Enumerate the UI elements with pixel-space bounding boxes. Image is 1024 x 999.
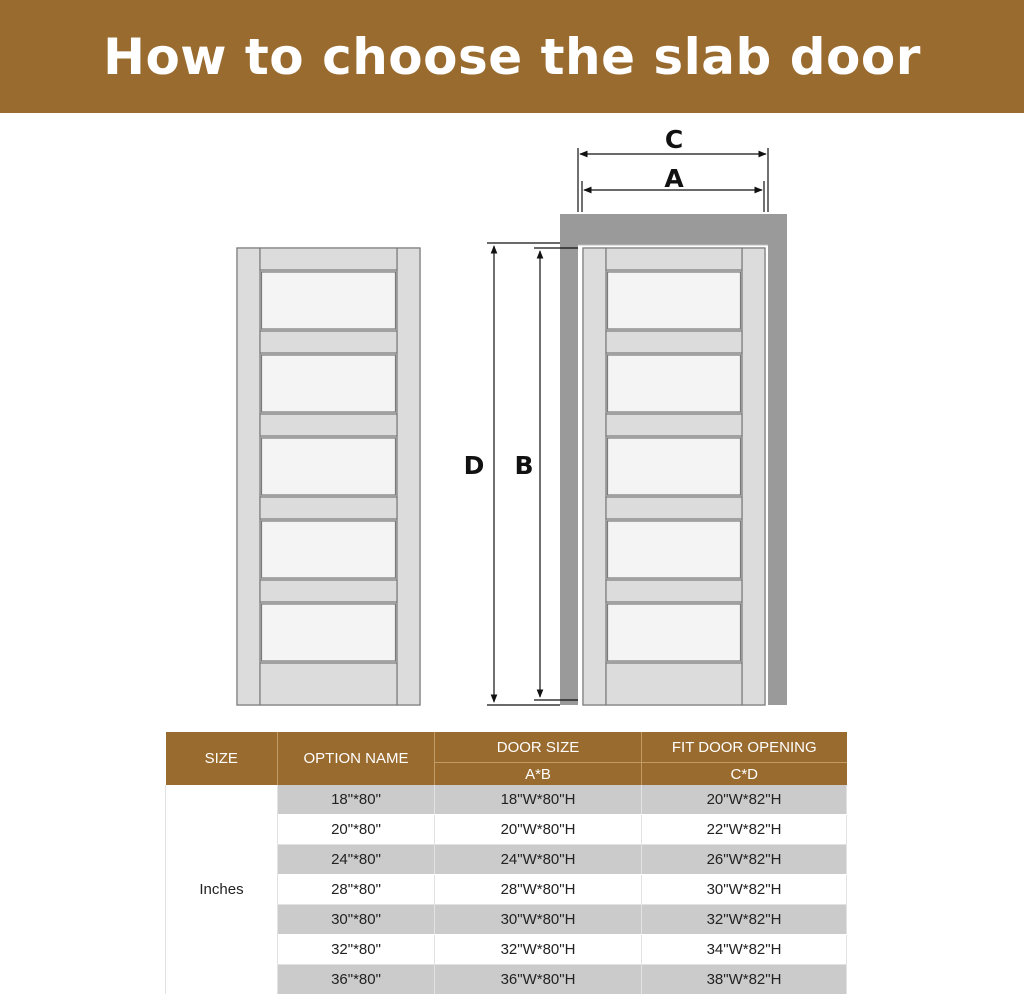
fit-opening-cell: 20"W*82"H (642, 785, 847, 815)
label-a: A (664, 164, 684, 193)
door-size-cell: 28"W*80"H (435, 875, 642, 905)
glass-panel (262, 355, 396, 412)
option-name-cell: 24"*80" (278, 845, 435, 875)
option-name-cell: 32"*80" (278, 935, 435, 965)
door-stile (237, 248, 260, 705)
door-size-cell: 36"W*80"H (435, 965, 642, 995)
fit-opening-cell: 38"W*82"H (642, 965, 847, 995)
slab-door-left (237, 248, 420, 705)
size-table (165, 732, 847, 995)
fit-opening-cell: 32"W*82"H (642, 905, 847, 935)
door-rail (606, 331, 742, 353)
glass-panel (262, 521, 396, 578)
header-fit-door-opening: FIT DOOR OPENING (642, 732, 847, 763)
glass-panel (608, 438, 741, 495)
page-title: How to choose the slab door (103, 27, 921, 86)
door-stile (583, 248, 606, 705)
door-rail (606, 497, 742, 519)
dimension-d (464, 243, 560, 705)
door-rail (260, 663, 397, 705)
door-size-cell: 18"W*80"H (435, 785, 642, 815)
unit-cell: Inches (166, 785, 278, 995)
door-rail (260, 414, 397, 436)
door-rail (260, 248, 397, 270)
door-dimension-diagram (0, 113, 1024, 723)
label-c: C (664, 125, 684, 154)
header-size: SIZE (166, 732, 278, 785)
fit-opening-cell: 26"W*82"H (642, 845, 847, 875)
option-name-cell: 36"*80" (278, 965, 435, 995)
dimension-a (582, 164, 764, 212)
label-b: B (514, 451, 534, 480)
header-banner (0, 0, 1024, 113)
door-rail (260, 331, 397, 353)
header-fit-opening-formula: C*D (642, 763, 847, 786)
fit-opening-cell: 30"W*82"H (642, 875, 847, 905)
door-size-cell: 30"W*80"H (435, 905, 642, 935)
option-name-cell: 28"*80" (278, 875, 435, 905)
glass-panel (608, 604, 741, 661)
header-door-size-formula: A*B (435, 763, 642, 786)
table-row (166, 785, 847, 815)
option-name-cell: 18"*80" (278, 785, 435, 815)
header-option-name: OPTION NAME (278, 732, 435, 785)
door-rail (606, 414, 742, 436)
door-stile (397, 248, 420, 705)
door-size-cell: 20"W*80"H (435, 815, 642, 845)
door-size-cell: 32"W*80"H (435, 935, 642, 965)
slab-door-right (583, 248, 765, 705)
door-rail (260, 580, 397, 602)
door-rail (606, 248, 742, 270)
label-d: D (463, 451, 485, 480)
glass-panel (262, 604, 396, 661)
fit-opening-cell: 22"W*82"H (642, 815, 847, 845)
glass-panel (262, 438, 396, 495)
fit-opening-cell: 34"W*82"H (642, 935, 847, 965)
glass-panel (262, 272, 396, 329)
door-stile (742, 248, 765, 705)
door-rail (606, 580, 742, 602)
door-rail (606, 663, 742, 705)
option-name-cell: 20"*80" (278, 815, 435, 845)
door-size-cell: 24"W*80"H (435, 845, 642, 875)
glass-panel (608, 355, 741, 412)
glass-panel (608, 272, 741, 329)
glass-panel (608, 521, 741, 578)
header-door-size: DOOR SIZE (435, 732, 642, 763)
door-rail (260, 497, 397, 519)
option-name-cell: 30"*80" (278, 905, 435, 935)
